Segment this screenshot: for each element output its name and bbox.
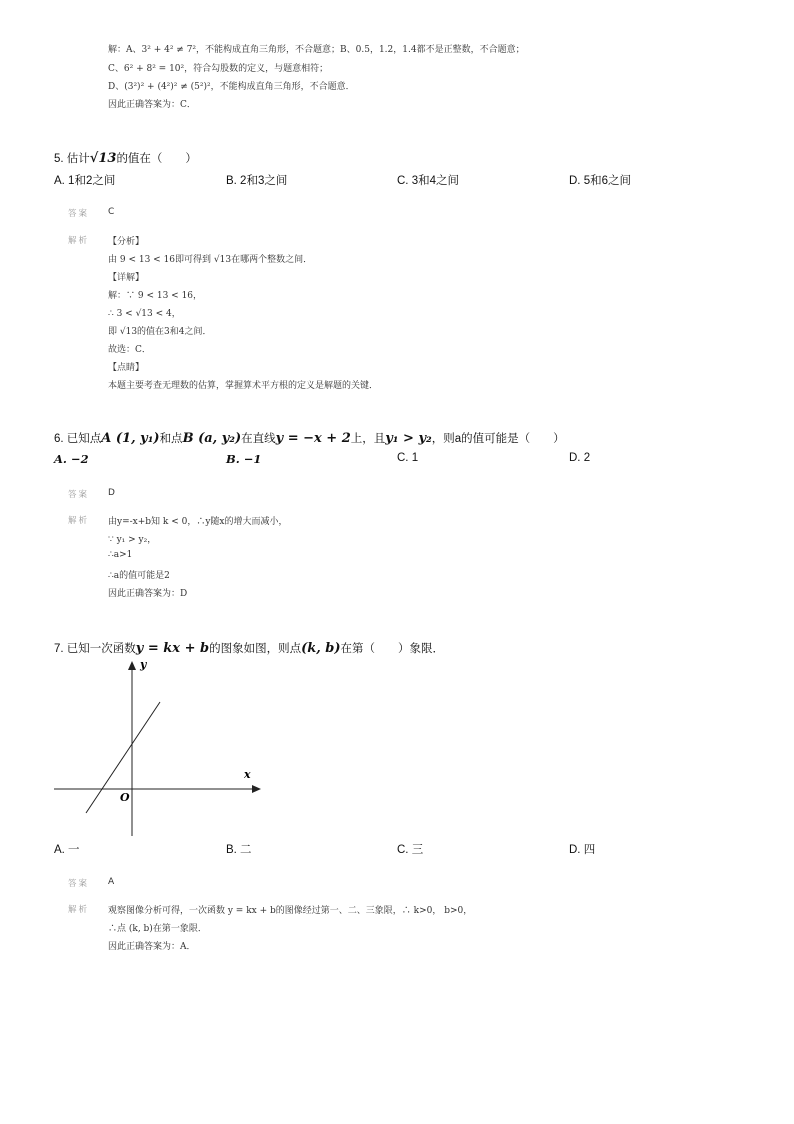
- question-6-analysis-line-1: 由y=-x+b知 k < 0，∴y随x的增大而减小，: [108, 517, 288, 527]
- question-5-stem: [54, 150, 197, 166]
- question-6-stem-post: ，则a的值可能是（ ）: [431, 433, 565, 445]
- question-7-point: (k, b): [301, 641, 341, 656]
- question-6-answer-label: 答案: [68, 490, 90, 500]
- question-7-option-d[interactable]: D. 四: [569, 844, 596, 856]
- question-7-option-a[interactable]: A. 一: [54, 844, 80, 856]
- origin-label: O: [120, 791, 130, 804]
- question-6-option-a-text: A. −2: [54, 452, 89, 466]
- question-6-stem-mid1: 和点: [159, 433, 183, 445]
- question-6-stem-pre: 6. 已知点: [54, 433, 102, 445]
- question-7-answer: A: [108, 877, 115, 887]
- question-7-option-b[interactable]: B. 二: [226, 844, 252, 856]
- question-5-analysis-line-3: 【详解】: [108, 273, 145, 283]
- question-5-analysis-line-4: 解：∵ 9 < 13 < 16，: [108, 291, 203, 301]
- question-6-option-d[interactable]: D. 2: [569, 452, 591, 464]
- question-7-function: y = kx + b: [135, 641, 210, 656]
- question-5-stem-post: 的值在（ ）: [116, 153, 197, 165]
- question-5-analysis-line-7: 故选：C．: [108, 345, 151, 355]
- question-5-analysis-line-5: ∴ 3 < √13 < 4，: [108, 309, 181, 319]
- question-6-stem: [54, 430, 565, 446]
- question-7-option-c[interactable]: C. 三: [397, 844, 424, 856]
- question-5-option-b[interactable]: B. 2和3之间: [226, 175, 288, 187]
- question-5-analysis-line-2: 由 9 < 13 < 16即可得到 √13在哪两个整数之间．: [108, 255, 313, 265]
- question-7-answer-label: 答案: [68, 879, 90, 889]
- y-axis-label: y: [140, 658, 147, 671]
- question-6-inequality: y₁ > y₂: [385, 431, 432, 446]
- question-7-analysis-line-3: 因此正确答案为：A．: [108, 942, 196, 952]
- question-5-stem-pre: 5. 估计: [54, 153, 90, 165]
- question-5-option-d[interactable]: D. 5和6之间: [569, 175, 631, 187]
- question-6-answer: D: [108, 488, 115, 498]
- question-6-option-a[interactable]: [54, 452, 89, 466]
- question-6-point-b: B (a, y₂): [182, 431, 242, 446]
- question-6-point-a: A (1, y₁): [101, 431, 160, 446]
- prev-solution-line-1: 解：A、3² + 4² ≠ 7²，不能构成直角三角形，不合题意；B、0.5，1.2，1.4都不是正整数，不合题意；: [108, 45, 525, 55]
- question-7-stem: [54, 640, 444, 656]
- question-5-analysis-label: 解析: [68, 236, 90, 246]
- question-5-answer: C: [108, 207, 115, 217]
- question-6-analysis-line-5: 因此正确答案为：D: [108, 589, 188, 599]
- question-6-option-b[interactable]: [226, 452, 261, 466]
- question-6-analysis-line-2: ∵ y₁ > y₂，: [108, 535, 157, 545]
- question-7-stem-post: 在第（ ）象限．: [340, 643, 445, 655]
- question-5-analysis-line-6: 即 √13的值在3和4之间．: [108, 327, 212, 337]
- question-7-graph: [50, 656, 270, 836]
- prev-solution-line-3: D、(3²)² + (4²)² ≠ (5²)²，不能构成直角三角形，不合题意．: [108, 82, 355, 92]
- question-6-analysis-line-3: ∴a>1: [108, 550, 133, 560]
- question-7-stem-mid: 的图象如图，则点: [209, 643, 302, 655]
- question-5-option-c[interactable]: C. 3和4之间: [397, 175, 459, 187]
- question-5-analysis-line-8: 【点睛】: [108, 363, 145, 373]
- question-6-stem-mid3: 上，且: [350, 433, 386, 445]
- question-6-stem-mid2: 在直线: [241, 433, 276, 445]
- question-5-analysis-line-9: 本题主要考查无理数的估算，掌握算术平方根的定义是解题的关键．: [108, 381, 379, 391]
- question-7-analysis-line-2: ∴点 (k, b)在第一象限．: [108, 924, 207, 934]
- question-6-analysis-line-4: ∴a的值可能是2: [108, 571, 170, 581]
- question-5-option-a[interactable]: A. 1和2之间: [54, 175, 116, 187]
- prev-solution-line-2: C、6² + 8² = 10²，符合勾股数的定义，与题意相符；: [108, 64, 329, 74]
- question-5-analysis-line-1: 【分析】: [108, 237, 145, 247]
- question-6-option-b-text: B. −1: [226, 452, 262, 466]
- question-7-stem-pre: 7. 已知一次函数: [54, 643, 136, 655]
- question-5-stem-math: √13: [89, 151, 117, 166]
- prev-solution-line-4: 因此正确答案为：C．: [108, 100, 196, 110]
- question-6-option-c[interactable]: C. 1: [397, 452, 419, 464]
- question-6-analysis-label: 解析: [68, 516, 90, 526]
- question-7-analysis-line-1: 观察图像分析可得，一次函数 y = kx + b的图像经过第一、二、三象限，∴ k>0， b>0，: [108, 906, 473, 916]
- question-5-answer-label: 答案: [68, 209, 90, 219]
- question-6-line-equation: y = −x + 2: [275, 431, 351, 446]
- question-7-analysis-label: 解析: [68, 905, 90, 915]
- x-axis-label: x: [244, 768, 251, 781]
